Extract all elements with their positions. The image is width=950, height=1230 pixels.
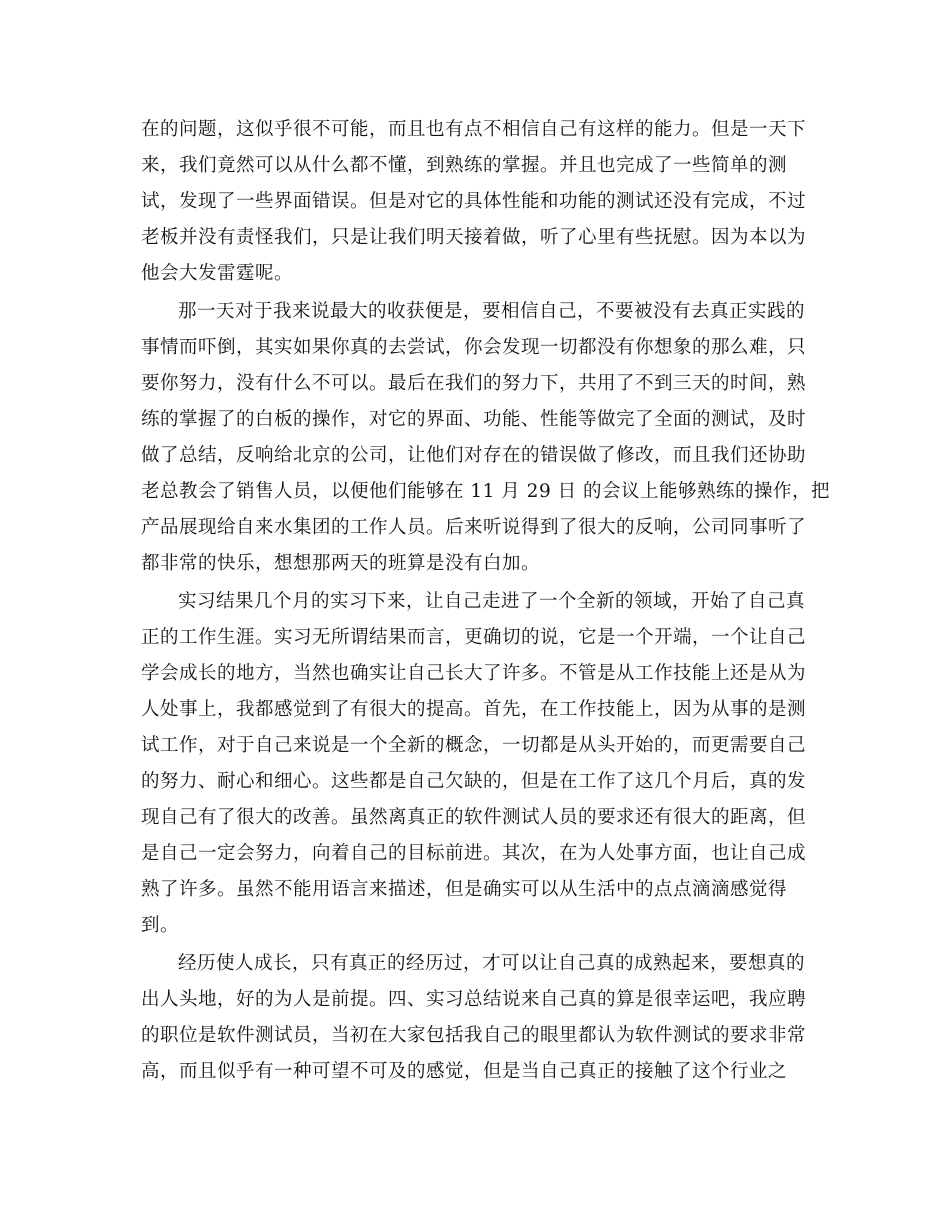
text-line: 人处事上，我都感觉到了有很大的提高。首先，在工作技能上，因为从事的是测: [141, 699, 807, 720]
text-line: 学会成长的地方，当然也确实让自己长大了许多。不管是从工作技能上还是从为: [141, 663, 807, 684]
text-line: 要你努力，没有什么不可以。最后在我们的努力下，共用了不到三天的时间，熟: [141, 373, 807, 394]
text-line: 练的掌握了的白板的操作，对它的界面、功能、性能等做完了全面的测试，及时: [141, 409, 807, 430]
text-line: 都非常的快乐，想想那两天的班算是没有白加。: [141, 553, 541, 574]
text-line: 现自己有了很大的改善。虽然离真正的软件测试人员的要求还有很大的距离，但: [141, 807, 807, 828]
text-line: 老总教会了销售人员，以便他们能够在 11 月 29 日 的会议上能够熟练的操作，把: [141, 481, 830, 502]
text-line: 试，发现了一些界面错误。但是对它的具体性能和功能的测试还没有完成，不过: [141, 191, 807, 212]
text-line: 到。: [141, 915, 180, 936]
text-line: 是自己一定会努力，向着自己的目标前进。其次，在为人处事方面，也让自己成: [141, 843, 807, 864]
text-line: 在的问题，这似乎很不可能，而且也有点不相信自己有这样的能力。但是一天下: [141, 119, 807, 140]
text-line: 高，而且似乎有一种可望不可及的感觉，但是当自己真正的接触了这个行业之: [141, 1061, 788, 1082]
text-line: 老板并没有责怪我们，只是让我们明天接着做，听了心里有些抚慰。因为本以为: [141, 227, 807, 248]
text-line: 事情而吓倒，其实如果你真的去尝试，你会发现一切都没有你想象的那么难，只: [141, 337, 807, 358]
paragraph-first-line: 经历使人成长，只有真正的经历过，才可以让自己真的成熟起来，要想真的: [178, 953, 806, 974]
text-line: 做了总结，反响给北京的公司，让他们对存在的错误做了修改，而且我们还协助: [141, 445, 807, 466]
text-line: 熟了许多。虽然不能用语言来描述，但是确实可以从生活中的点点滴滴感觉得: [141, 879, 788, 900]
text-line: 的努力、耐心和细心。这些都是自己欠缺的，但是在工作了这几个月后，真的发: [141, 771, 807, 792]
text-line: 的职位是软件测试员，当初在大家包括我自己的眼里都认为软件测试的要求非常: [141, 1025, 807, 1046]
text-line: 出人头地，好的为人是前提。四、实习总结说来自己真的算是很幸运吧，我应聘: [141, 989, 807, 1010]
text-line: 正的工作生涯。实习无所谓结果而言，更确切的说，它是一个开端，一个让自己: [141, 627, 807, 648]
paragraph-first-line: 实习结果几个月的实习下来，让自己走进了一个全新的领域，开始了自己真: [178, 591, 806, 612]
paragraph-first-line: 那一天对于我来说最大的收获便是，要相信自己，不要被没有去真正实践的: [178, 301, 806, 322]
text-line: 试工作，对于自己来说是一个全新的概念，一切都是从头开始的，而更需要自己: [141, 735, 807, 756]
text-line: 来，我们竟然可以从什么都不懂，到熟练的掌握。并且也完成了一些简单的测: [141, 155, 788, 176]
text-line: 产品展现给自来水集团的工作人员。后来听说得到了很大的反响，公司同事听了: [141, 517, 807, 538]
text-line: 他会大发雷霆呢。: [141, 263, 294, 284]
